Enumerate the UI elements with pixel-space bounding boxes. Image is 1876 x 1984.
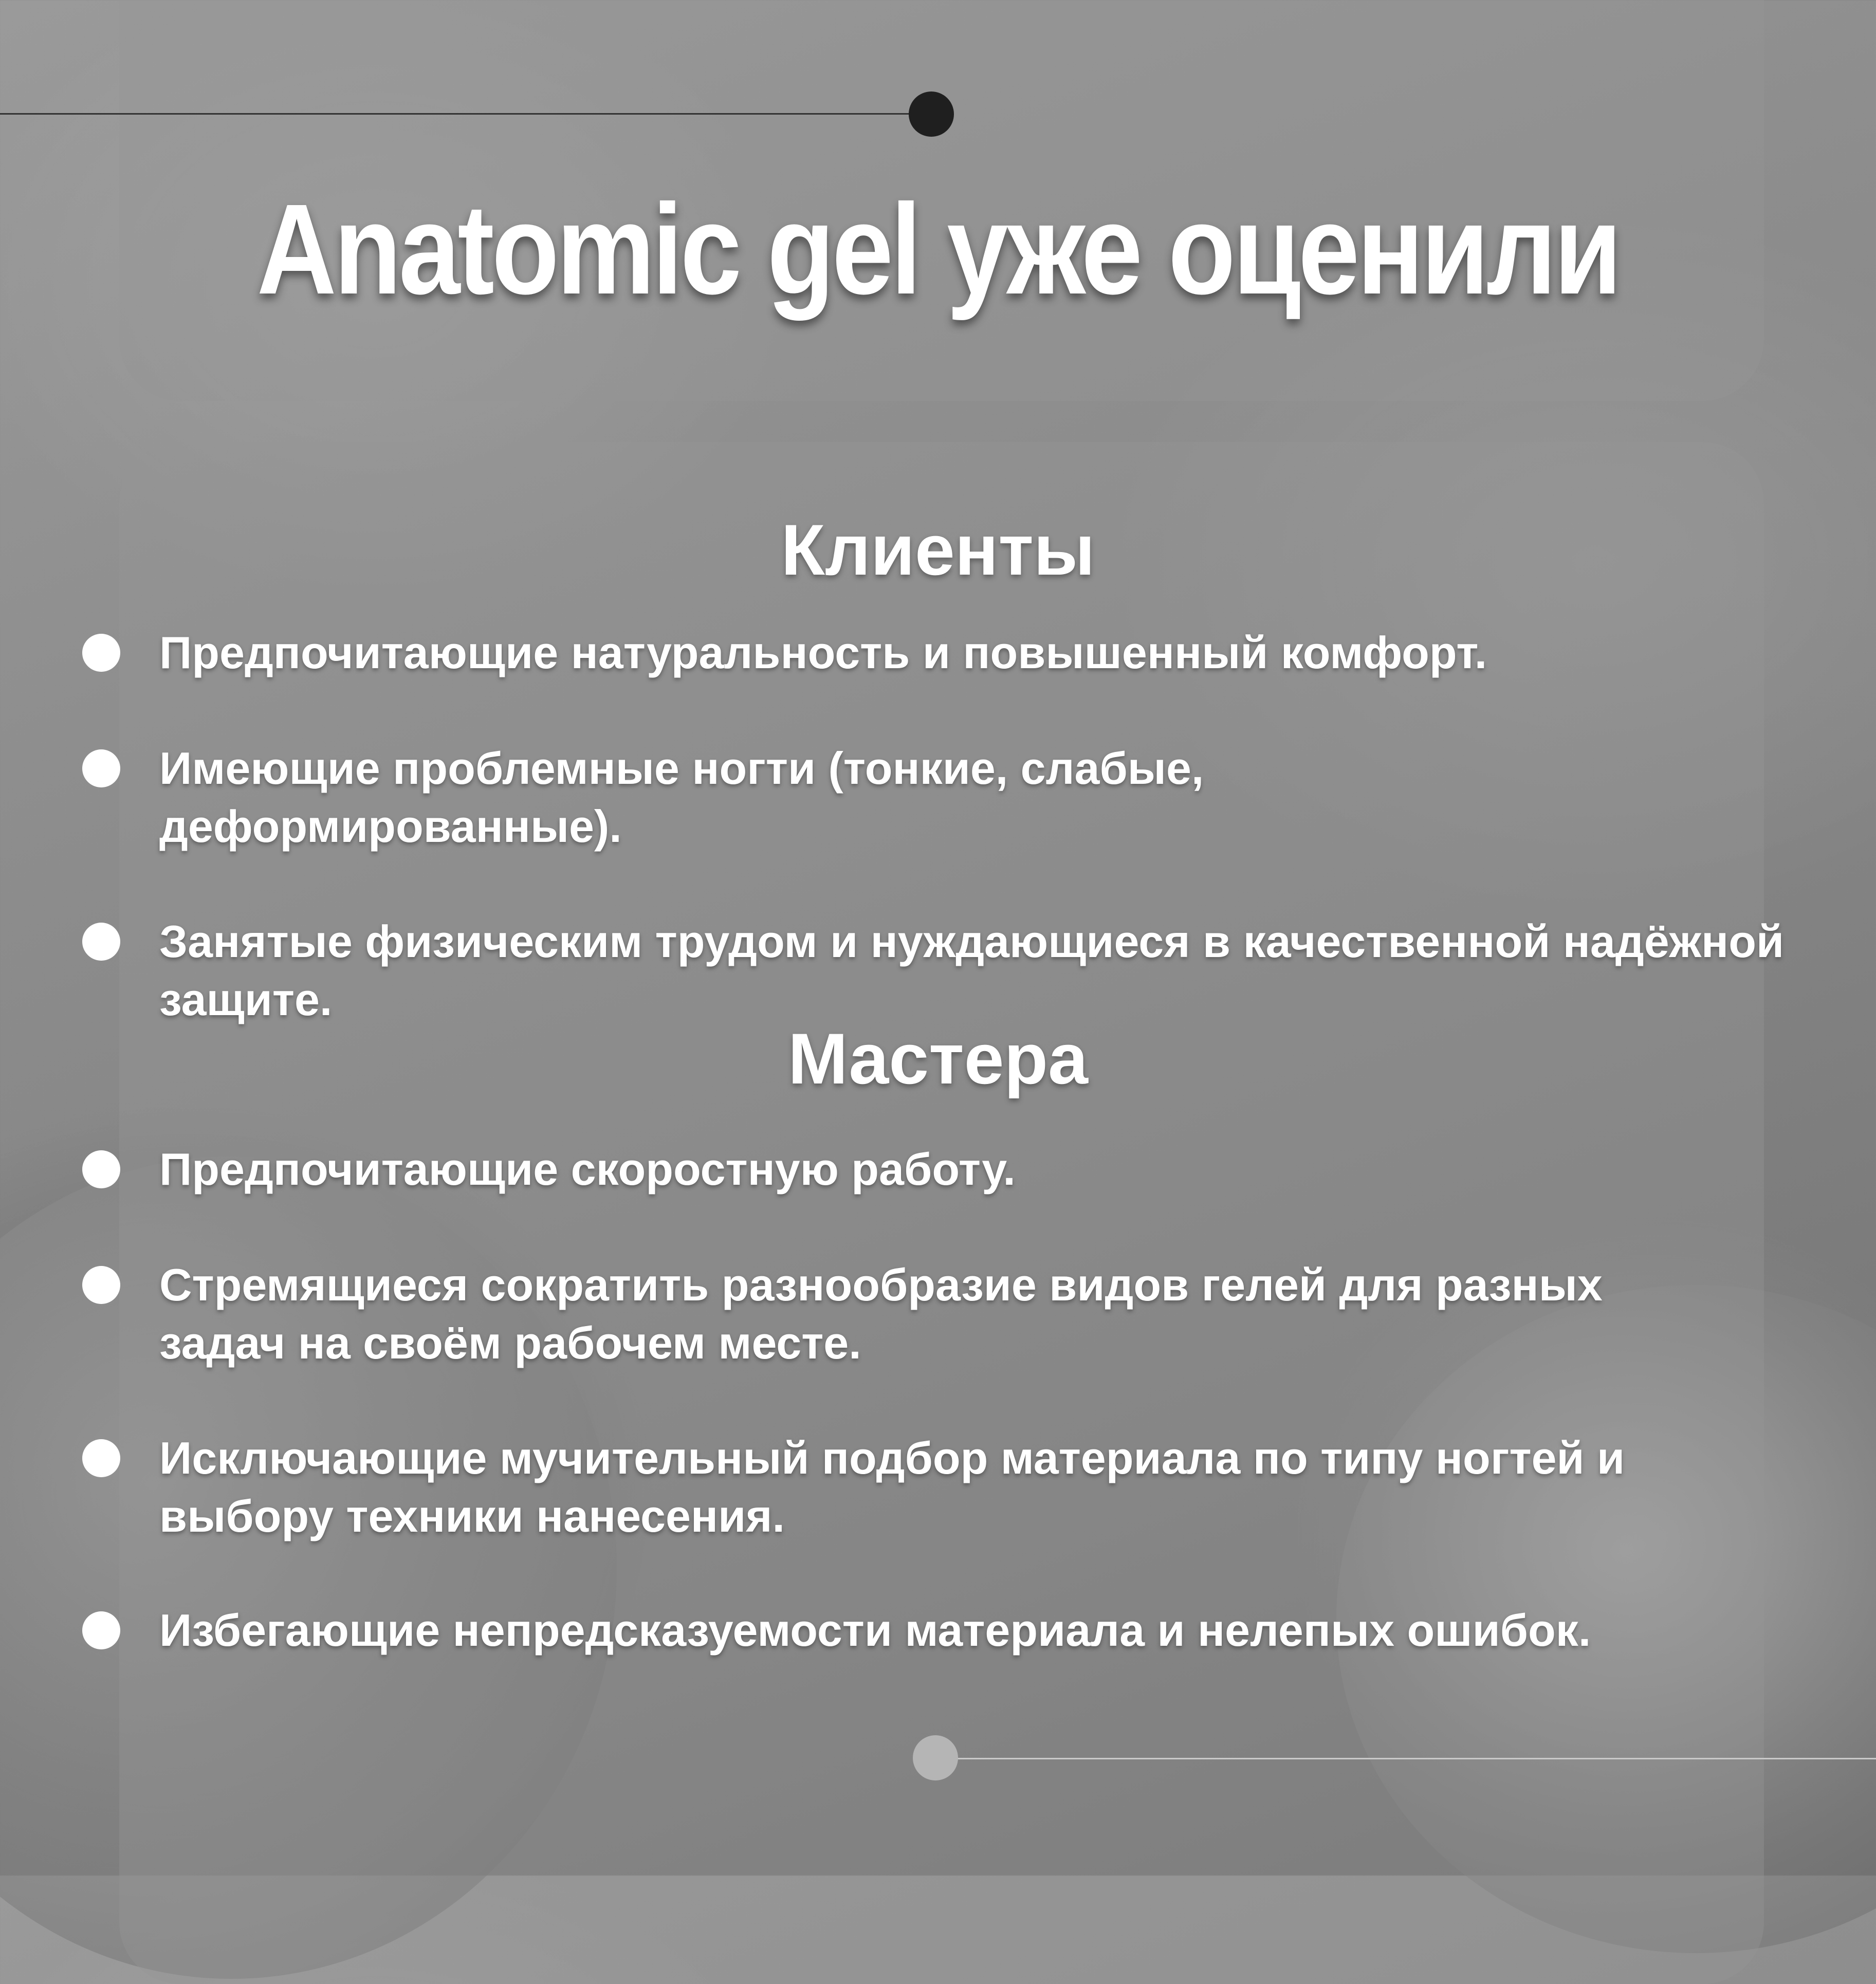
clients-list-item-2 xyxy=(159,739,1429,855)
masters-heading: Мастера xyxy=(788,1018,1088,1099)
list-item-text: Предпочитающие натуральность и повышенный комфорт. xyxy=(159,627,1487,678)
list-item-text: Стремящиеся сократить разнообразие видов гелей для разных задач на своём рабочем месте. xyxy=(159,1259,1603,1368)
masters-list-item-2 xyxy=(159,1256,1676,1372)
top-divider-dot xyxy=(909,91,954,137)
bullet-icon xyxy=(82,923,120,961)
list-item-text: Избегающие непредсказуемости материала и нелепых ошибок. xyxy=(159,1605,1591,1656)
bullet-icon xyxy=(82,1439,120,1477)
list-item-text: Имеющие проблемные ногти (тонкие, слабые, деформированные). xyxy=(159,743,1204,852)
page-title: Anatomic gel уже оценили xyxy=(256,177,1620,321)
list-item-text: Занятые физическим трудом и нуждающиеся в качественной надёжной защите. xyxy=(159,916,1785,1025)
bullet-icon xyxy=(82,749,120,787)
top-divider-line xyxy=(0,113,933,115)
bottom-divider-dot xyxy=(913,1735,958,1780)
masters-list-item-1 xyxy=(159,1140,1819,1198)
list-item-text: Исключающие мучительный подбор материала по типу ногтей и выбору техники нанесения. xyxy=(159,1432,1625,1541)
list-item-text: Предпочитающие скоростную работу. xyxy=(159,1144,1016,1195)
bullet-icon xyxy=(82,1150,120,1188)
bullet-icon xyxy=(82,634,120,672)
clients-list-item-1 xyxy=(159,623,1819,682)
bottom-divider-line xyxy=(936,1758,1876,1759)
clients-heading: Клиенты xyxy=(781,509,1095,590)
bullet-icon xyxy=(82,1611,120,1649)
clients-list-item-3 xyxy=(159,912,1819,1028)
bullet-icon xyxy=(82,1266,120,1304)
masters-list-item-3 xyxy=(159,1429,1676,1545)
masters-list-item-4 xyxy=(159,1601,1676,1659)
